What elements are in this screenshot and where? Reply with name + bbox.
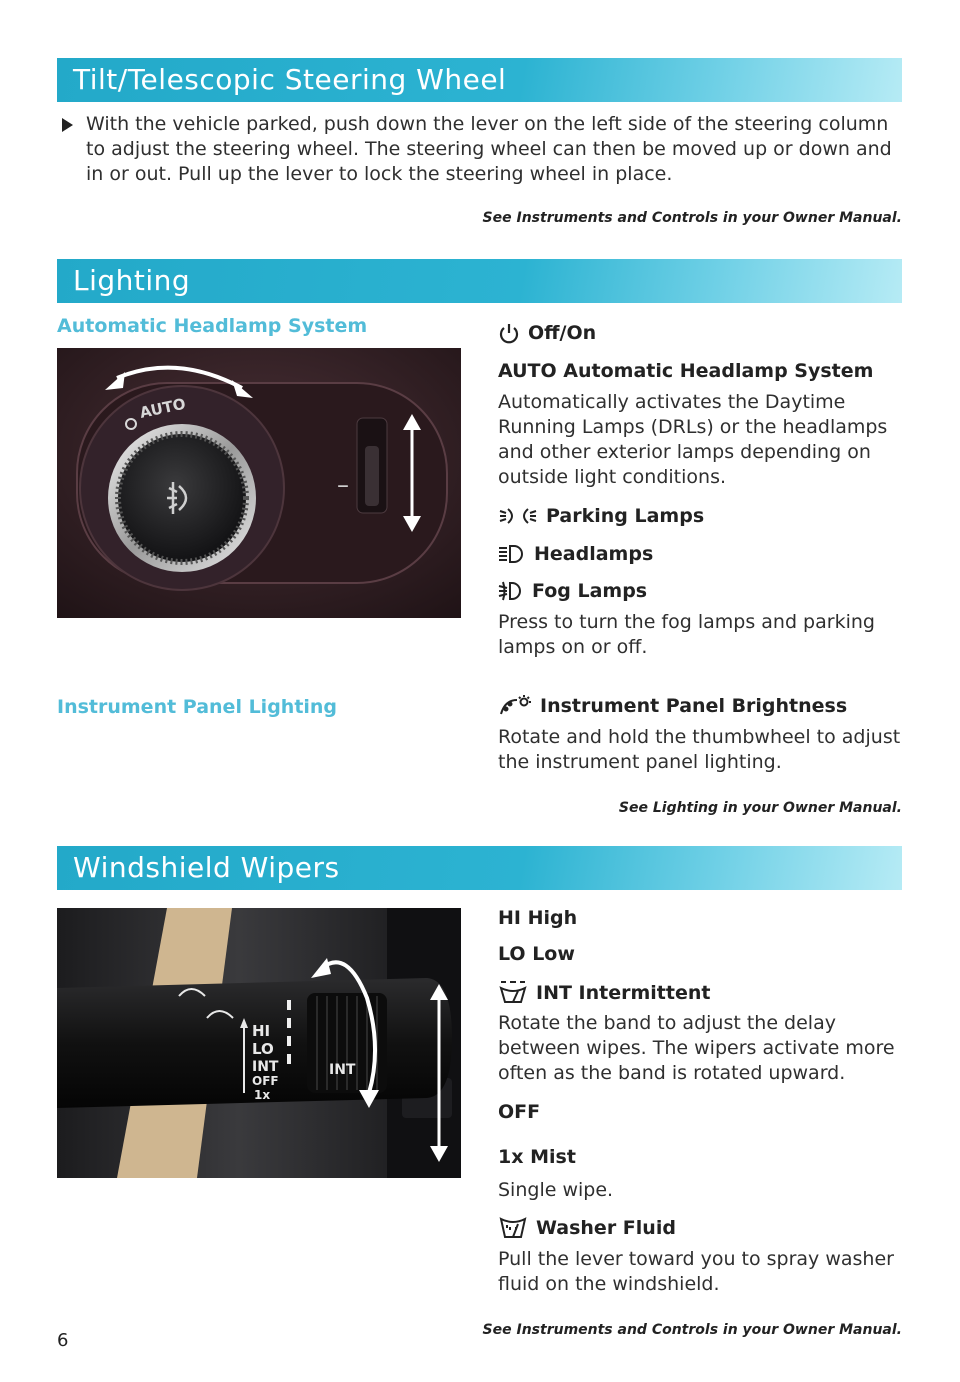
parking-lamps-icon	[498, 505, 538, 527]
wiper-lo-label: LO Low	[498, 943, 575, 965]
washer-fluid-icon	[498, 1215, 528, 1241]
photo-auto-label: AUTO	[138, 394, 188, 422]
off-on-label: Off/On	[528, 322, 597, 344]
wiper-mist-label: 1x Mist	[498, 1146, 576, 1168]
lighting-section-title: Lighting	[57, 259, 902, 303]
washer-description: Pull the lever toward you to spray washer fluid on the windshield.	[498, 1248, 894, 1295]
washer-fluid-label: Washer Fluid	[536, 1217, 676, 1239]
wiper-off-label: OFF	[498, 1101, 541, 1123]
wiper-int-label: INT Intermittent	[536, 982, 711, 1004]
page-number: 6	[57, 1330, 69, 1351]
power-icon	[498, 322, 520, 344]
intermittent-wiper-icon	[498, 980, 528, 1006]
photo-lo-label: LO	[252, 1040, 274, 1058]
panel-lighting-heading: Instrument Panel Lighting	[57, 696, 338, 718]
off-on-row	[498, 322, 596, 344]
parking-lamps-label: Parking Lamps	[546, 505, 705, 527]
auto-headlamp-heading: Automatic Headlamp System	[57, 315, 368, 337]
photo-minus-label: –	[337, 471, 349, 499]
photo-hi-label: HI	[252, 1022, 271, 1040]
photo-int-label: INT	[252, 1059, 279, 1075]
panel-brightness-label: Instrument Panel Brightness	[540, 695, 848, 717]
headlamp-control-photo	[57, 348, 461, 618]
tilt-body: With the vehicle parked, push down the lever on the left side of the steering column to adjust the steering wheel. The steering wheel can then be moved up or down and in or out. Pull up the lever to lock the steering wheel in place.	[86, 113, 892, 185]
wiper-hi-label: HI High	[498, 907, 578, 929]
lighting-see-manual: See Lighting in your Owner Manual.	[618, 800, 902, 816]
wiper-int-row	[498, 980, 710, 1006]
photo-1x-label: 1x	[254, 1088, 271, 1102]
wiper-mist-description: Single wipe.	[498, 1179, 614, 1201]
headlamps-icon	[498, 543, 526, 565]
panel-description: Rotate and hold the thumbwheel to adjust the instrument panel lighting.	[498, 726, 901, 773]
wiper-int-description: Rotate the band to adjust the delay between wipes. The wipers activate more often as the band is rotated upward.	[498, 1012, 895, 1084]
photo-band-int-label: INT	[329, 1062, 356, 1078]
wipers-see-manual: See Instruments and Controls in your Owner Manual.	[482, 1322, 902, 1338]
fog-description: Press to turn the fog lamps and parking lamps on or off.	[498, 611, 875, 658]
fog-lamps-icon	[498, 580, 524, 602]
bullet-triangle-icon	[62, 118, 73, 132]
panel-brightness-row	[498, 694, 847, 718]
wiper-lever-photo	[57, 908, 461, 1178]
fog-lamps-row	[498, 580, 647, 602]
headlamps-label: Headlamps	[534, 543, 654, 565]
tilt-section-title: Tilt/Telescopic Steering Wheel	[57, 58, 902, 102]
panel-brightness-icon	[498, 694, 532, 718]
tilt-see-manual: See Instruments and Controls in your Owner Manual.	[482, 210, 902, 226]
parking-lamps-row	[498, 505, 704, 527]
auto-label: AUTO Automatic Headlamp System	[498, 360, 874, 382]
photo-off-label: OFF	[252, 1074, 279, 1088]
washer-row	[498, 1215, 676, 1241]
fog-lamps-label: Fog Lamps	[532, 580, 648, 602]
headlamps-row	[498, 543, 653, 565]
auto-description: Automatically activates the Daytime Running Lamps (DRLs) or the headlamps and other exterior lamps depending on outside light conditions.	[498, 391, 888, 488]
wipers-section-title: Windshield Wipers	[57, 846, 902, 890]
